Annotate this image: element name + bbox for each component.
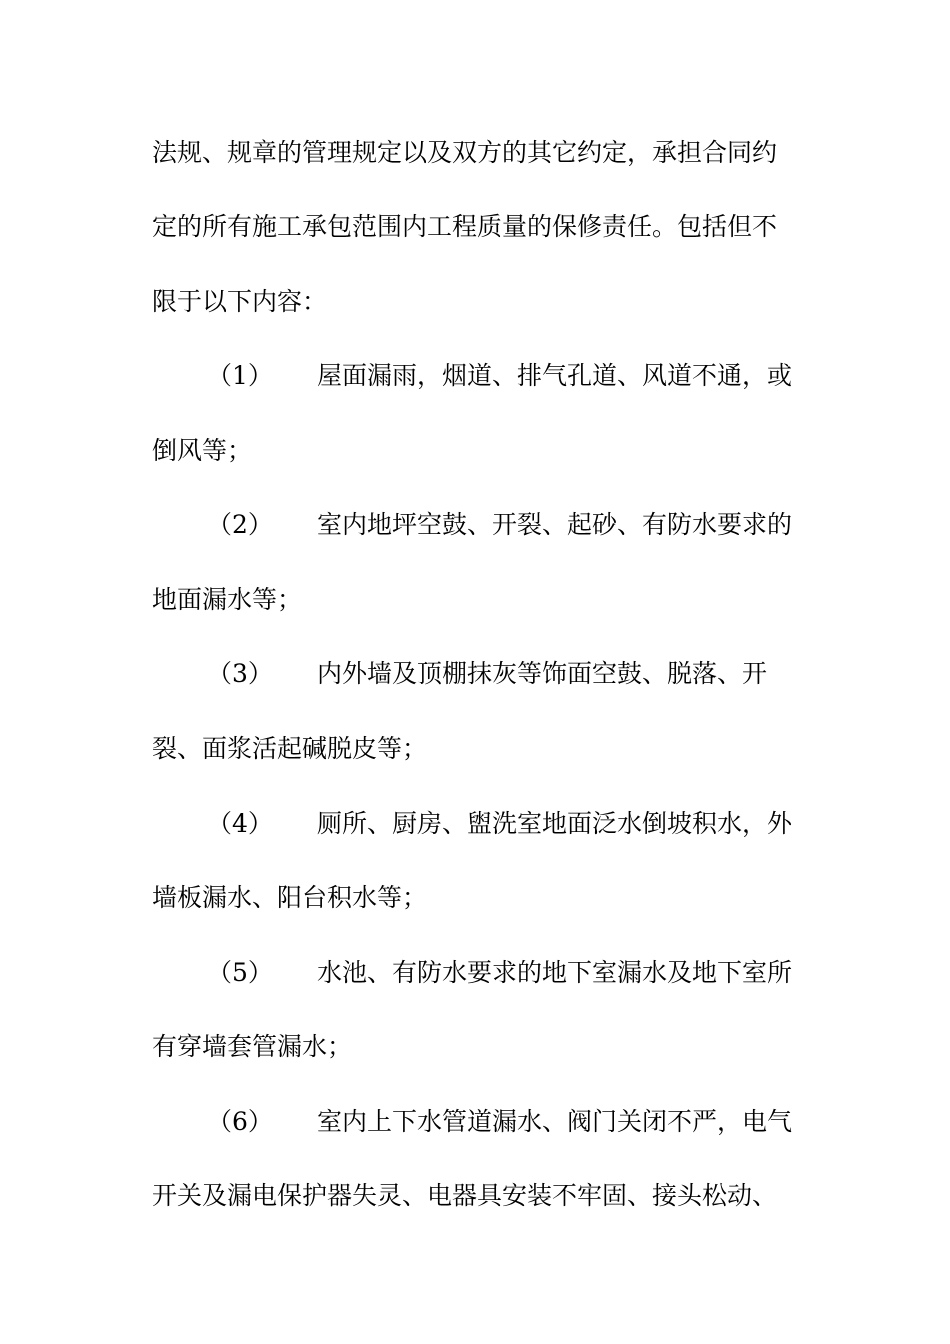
- item-6-continuation: 开关及漏电保护器失灵、电器具安装不牢固、接头松动、: [152, 1181, 778, 1210]
- intro-line-3: 限于以下内容：: [152, 287, 328, 316]
- item-6-text: 室内上下水管道漏水、阀门关闭不严，电气: [317, 1107, 793, 1136]
- item-2-text: 室内地坪空鼓、开裂、起砂、有防水要求的: [317, 510, 793, 539]
- item-2-number: （2）: [207, 510, 273, 539]
- item-1-text: 屋面漏雨，烟道、排气孔道、风道不通，或: [317, 361, 793, 390]
- intro-line-2: 定的所有施工承包范围内工程质量的保修责任。包括但不: [152, 212, 778, 241]
- item-1-continuation: 倒风等；: [152, 436, 253, 465]
- item-4-continuation: 墙板漏水、阳台积水等；: [152, 883, 428, 912]
- item-4-text: 厕所、厨房、盥洗室地面泛水倒坡积水，外: [317, 809, 793, 838]
- item-3-text: 内外墙及顶棚抹灰等饰面空鼓、脱落、开: [317, 659, 768, 688]
- item-5-continuation: 有穿墙套管漏水；: [152, 1032, 353, 1061]
- item-5-text: 水池、有防水要求的地下室漏水及地下室所: [317, 958, 793, 987]
- intro-line-1: 法规、规章的管理规定以及双方的其它约定，承担合同约: [152, 138, 778, 167]
- item-5-number: （5）: [207, 958, 273, 987]
- item-4-number: （4）: [207, 809, 273, 838]
- item-3-continuation: 裂、面浆活起碱脱皮等；: [152, 734, 428, 763]
- item-3-number: （3）: [207, 659, 273, 688]
- item-1-number: （1）: [207, 361, 273, 390]
- item-2-continuation: 地面漏水等；: [152, 585, 303, 614]
- item-6-number: （6）: [207, 1107, 273, 1136]
